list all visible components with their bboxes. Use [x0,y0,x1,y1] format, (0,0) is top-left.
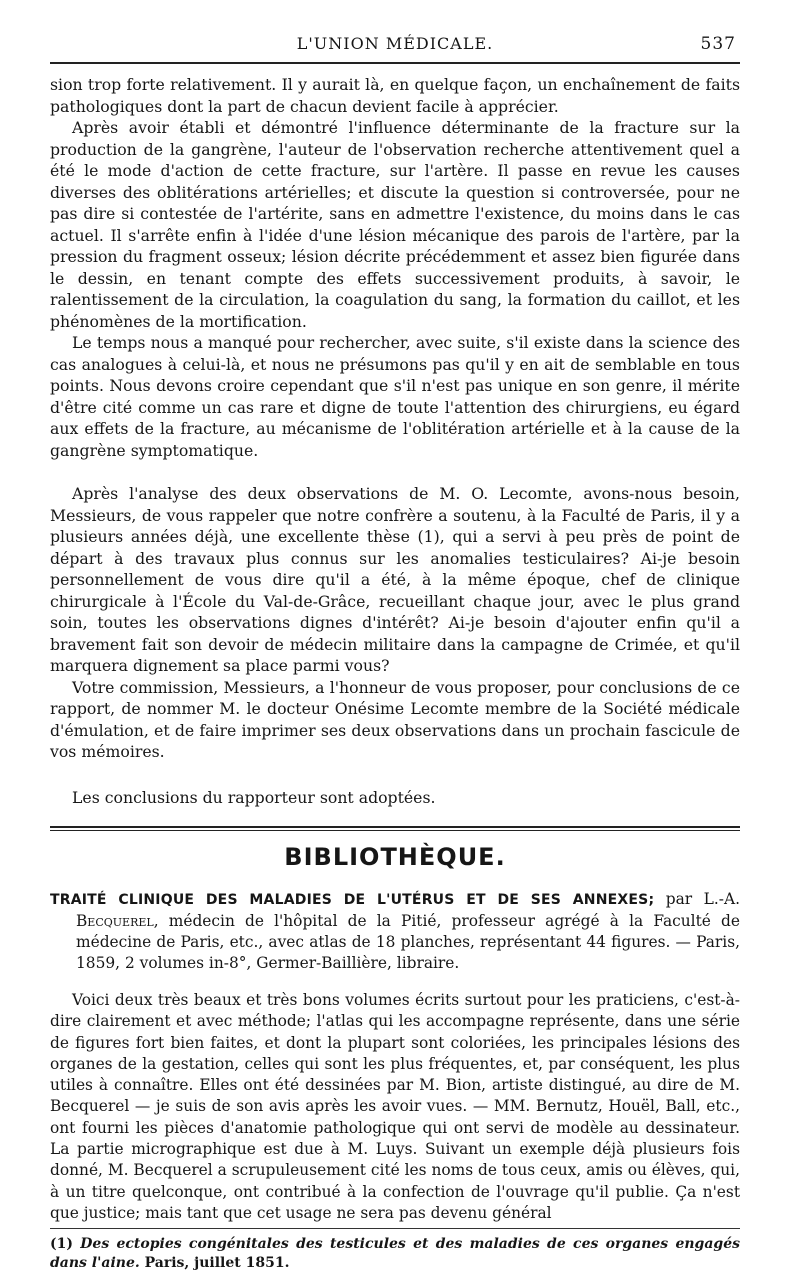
book-title: TRAITÉ CLINIQUE DES MALADIES DE L'UTÉRUS ET DE SES ANNEXES; [50,892,655,908]
footnote-title: Des ectopies congénitales des testicules et des maladies de ces organes engagés dans l'aine. [50,1236,740,1272]
spacer [50,763,740,787]
page [50,30,740,1272]
paragraph-2: Après avoir établi et démontré l'influence déterminante de la fracture sur la production de la gangrène, l'auteur de l'observation recherche attentivement quel a été le mode d'action de cette fracture, sur l'artère. Il passe en revue les causes diverses des oblitérations artérielles; et discute la question si controversée, pour ne pas dire si contestée de l'artérite, sans en admettre l'existence, du moins dans le cas actuel. Il s'arrête enfin à l'idée d'une lésion mécanique des parois de l'artère, par la pression du fragment osseux; lésion décrite précédemment et assez bien figurée dans le dessin, en tenant compte des effets successivement produits, à savoir, le ralentissement de la circulation, la coagulation du sang, la formation du caillot, et les phénomènes de la mortification. [50,118,740,331]
paragraph-5: Votre commission, Messieurs, a l'honneur de vous proposer, pour conclusions de ce rapport, de nommer M. le docteur Onésime Lecomte membre de la Société médicale d'émulation, et de faire imprimer ses deux observations dans un prochain fascicule de vos mémoires. [50,677,740,761]
running-head [50,30,740,56]
footnote-tail: Paris, juillet 1851. [139,1255,290,1272]
book-by: par L.-A. [654,890,740,908]
book-review: Voici deux très beaux et très bons volumes écrits surtout pour les praticiens, c'est-à-dire clairement et avec méthode; l'atlas qui les accompagne représente, dans une série de figures fort bien faites, et dont la plupart sont coloriées, les principales lésions des organes de la gestation, celles qui sont les plus fréquentes, et, par conséquent, les plus utiles à connaître. Elles ont été dessinées par M. Bion, artiste distingué, au dire de M. Becquerel — je suis de son avis après les avoir vues. — MM. Bernutz, Houël, Ball, etc., ont fourni les pièces d'anatomie pathologique qui ont servi de modèle au dessinateur. La partie micrographique est due à M. Luys. Suivant un exemple déjà plusieurs fois donné, M. Becquerel a scrupuleusement cité les noms de tous ceux, amis ou élèves, qui, à un titre quelconque, ont contribué à la confection de l'ouvrage qu'il publie. Ça n'est que justice; mais tant que cet usage ne sera pas devenu général [50,991,740,1222]
page-number: 537 [700,34,736,54]
footnote [50,1235,740,1273]
paragraph-6: Les conclusions du rapporteur sont adoptées. [72,787,436,807]
header-rule [50,62,740,64]
section-title-bibliotheque: BIBLIOTHÈQUE. [284,843,506,871]
paragraph-1: sion trop forte relativement. Il y aurait là, en quelque façon, un enchaînement de faits pathologiques dont la part de chacun devient facile à apprécier. [50,75,740,116]
section-rule [50,826,740,831]
paragraph-4: Après l'analyse des deux observations de M. O. Lecomte, avons-nous besoin, Messieurs, de vous rappeler que notre confrère a soutenu, à la Faculté de Paris, il y a plusieurs années déjà, une excellente thèse (1), qui a servi à peu près de point de départ à des travaux plus connus sur les anomalies testiculaires? Ai-je besoin personnellement de vous dire qu'il a été, à la même époque, chef de clinique chirurgicale à l'École du Val-de-Grâce, recueillant chaque jour, avec le plus grand soin, toutes les observations dignes d'intérêt? Ai-je besoin d'ajouter enfin qu'il a bravement fait son devoir de médecin militaire dans la campagne de Crimée, et qu'il marquera dignement sa place parmi vous? [50,484,740,675]
book-details: , médecin de l'hôpital de la Pitié, professeur agrégé à la Faculté de médecine de Paris, etc., avec atlas de 18 planches, représentant 44 figures. — Paris, 1859, 2 volumes in-8°, Germer-Baillière, libraire. [76,912,740,972]
spacer [50,461,740,483]
footnote-rule [50,1228,740,1229]
book-entry [50,889,740,974]
book-author: Becquerel [76,912,154,930]
journal-title: L'UNION MÉDICALE. [296,34,494,53]
paragraph-3: Le temps nous a manqué pour rechercher, avec suite, s'il existe dans la science des cas analogues à celui-là, et nous ne présumons pas qu'il y en ait de semblable en tous points. Nous devons croire cependant que s'il n'est pas unique en son genre, il mérite d'être cité comme un cas rare et digne de toute l'attention des chirurgiens, eu égard aux effets de la fracture, au mécanisme de l'oblitération artérielle et à la cause de la gangrène symptomatique. [50,333,740,460]
footnote-marker: (1) [50,1236,81,1253]
